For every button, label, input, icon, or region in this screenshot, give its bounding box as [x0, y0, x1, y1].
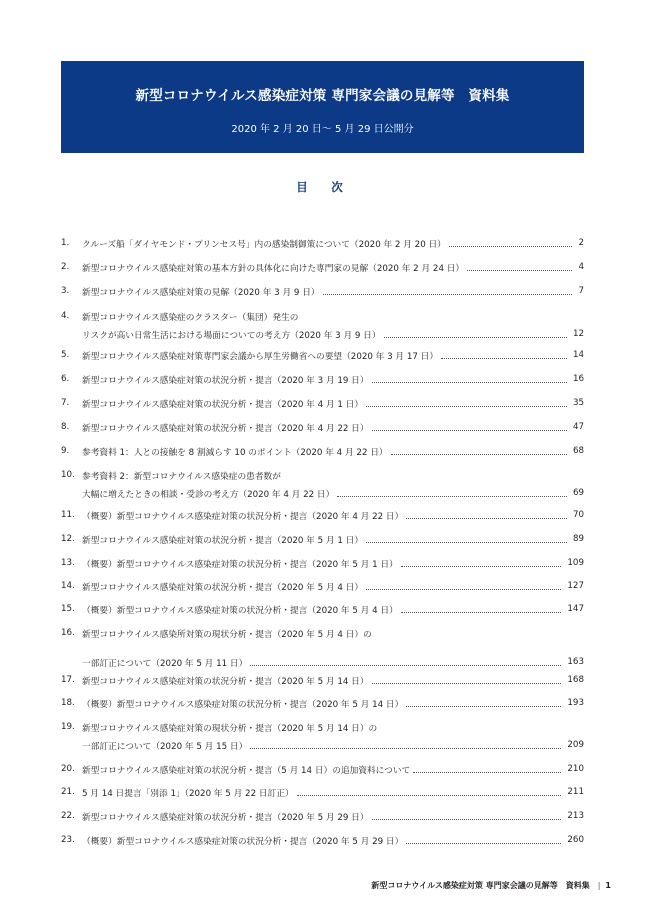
- toc-entry-page: 16: [572, 374, 584, 384]
- toc-entry-line: [61, 534, 584, 548]
- toc-dot-leader: [372, 683, 561, 684]
- toc-entry-page: 109: [567, 558, 584, 568]
- toc-entry-line: [61, 722, 584, 736]
- toc-dot-leader: [250, 665, 561, 666]
- toc-entry-number: 16.: [61, 628, 75, 638]
- toc-entry-number: 12.: [61, 534, 75, 544]
- toc-dot-leader: [391, 454, 567, 455]
- toc-entry-number: 9.: [61, 446, 70, 456]
- toc-entry-number: 14.: [61, 581, 75, 591]
- toc-entry-line: [61, 604, 584, 618]
- toc-entry-title: 参考資料 2：新型コロナウイルス感染症の患者数が: [82, 472, 281, 482]
- toc-entry-number: 8.: [61, 422, 70, 432]
- toc-dot-leader: [406, 518, 567, 519]
- toc-dot-leader: [406, 706, 561, 707]
- toc-entry-number: 18.: [61, 698, 75, 708]
- toc-entry-title: 新型コロナウイルス感染症対策の状況分析・提言（2020 年 4 月 22 日）: [82, 424, 369, 434]
- toc-dot-leader: [366, 542, 567, 543]
- toc-entry-title: （概要）新型コロナウイルス感染症対策の状況分析・提言（2020 年 5 月 29 日）: [82, 837, 404, 847]
- toc-entry-line: [61, 675, 584, 689]
- toc-entry-line: [61, 374, 584, 388]
- toc-entry-page: 209: [567, 740, 584, 750]
- document-title: 新型コロナウイルス感染症対策 専門家会議の見解等 資料集: [135, 88, 510, 104]
- toc-entry-number: 15.: [61, 604, 75, 614]
- toc-entry-page: 68: [572, 446, 584, 456]
- toc-dot-leader: [401, 566, 561, 567]
- toc-entry-number: 19.: [61, 722, 75, 732]
- footer-page-number: 1: [605, 881, 611, 890]
- toc-entry-page: 4: [578, 262, 584, 272]
- toc-entry-number: 20.: [61, 764, 75, 774]
- toc-dot-leader: [366, 406, 567, 407]
- toc-entry-page: 213: [567, 811, 584, 821]
- toc-entry-line: [61, 311, 584, 325]
- toc-entry-line: [61, 286, 584, 300]
- toc-entry-title: 新型コロナウイルス感染症のクラスター（集団）発生の: [82, 313, 299, 323]
- toc-entry-page: 211: [567, 787, 584, 797]
- toc-entry-number: 23.: [61, 835, 75, 845]
- toc-entry-line: [61, 470, 584, 484]
- toc-entry-title: リスクが高い日常生活における場面についての考え方（2020 年 3 月 9 日）: [82, 331, 381, 341]
- toc-entry-line: [61, 581, 584, 595]
- toc-entry-title: 新型コロナウイルス感染症対策の状況分析・提言（2020 年 5 月 29 日）: [82, 813, 369, 823]
- toc-entry-title: 参考資料 1：人との接触を 8 割減らす 10 のポイント（2020 年 4 月 22 日）: [82, 448, 388, 458]
- toc-entry-title: （概要）新型コロナウイルス感染症対策の状況分析・提言（2020 年 5 月 4 日）: [82, 606, 398, 616]
- toc-entry-number: 13.: [61, 558, 75, 568]
- toc-entry-number: 1.: [61, 238, 70, 248]
- footer-separator: |: [597, 881, 601, 890]
- document-subtitle: 2020 年 2 月 20 日～ 5 月 29 日公開分: [231, 124, 414, 135]
- toc-entry-page: 12: [572, 329, 584, 339]
- toc-entry-number: 10.: [61, 470, 75, 480]
- toc-entry-page: 260: [567, 835, 584, 845]
- toc-entry-page: 168: [567, 675, 584, 685]
- toc-entry-line: [61, 811, 584, 825]
- toc-entry-title: 新型コロナウイルス感染症対策専門家会議から厚生労働省への要望（2020 年 3 月 17 日）: [82, 352, 439, 362]
- toc-entry-title: 一部訂正について（2020 年 5 月 11 日）: [82, 659, 248, 669]
- toc-entry-title: 新型コロナウイルス感染所対策の現状分析・提言（2020 年 5 月 4 日）の: [82, 630, 372, 640]
- toc-entry-number: 2.: [61, 262, 70, 272]
- toc-entry-number: 11.: [61, 510, 75, 520]
- toc-entry-number: 3.: [61, 286, 70, 296]
- document-header: [61, 61, 584, 153]
- toc-entry-line: [61, 329, 584, 343]
- toc-entry-line: [61, 262, 584, 276]
- toc-entry-page: 35: [572, 398, 584, 408]
- toc-entry-title: 一部訂正について（2020 年 5 月 15 日）: [82, 742, 248, 752]
- toc-entry-page: 70: [572, 510, 584, 520]
- toc-entry-line: [61, 488, 584, 502]
- toc-entry-title: 新型コロナウイルス感染症対策の状況分析・提言（2020 年 5 月 4 日）: [82, 583, 364, 593]
- toc-dot-leader: [441, 358, 567, 359]
- toc-entry-number: 22.: [61, 811, 75, 821]
- toc-entry-page: 89: [572, 534, 584, 544]
- toc-dot-leader: [372, 430, 567, 431]
- toc-entry-line: [61, 657, 584, 671]
- toc-dot-leader: [401, 612, 561, 613]
- toc-dot-leader: [323, 294, 572, 295]
- toc-entry-title: （概要）新型コロナウイルス感染症対策の状況分析・提言（2020 年 5 月 14 日）: [82, 700, 404, 710]
- toc-dot-leader: [372, 382, 567, 383]
- toc-entry-page: 210: [567, 764, 584, 774]
- toc-entry-line: [61, 835, 584, 849]
- toc-entry-title: 大幅に増えたときの相談・受診の考え方（2020 年 4 月 22 日）: [82, 490, 335, 500]
- toc-entry-title: 新型コロナウイルス感染症対策の状況分析・提言（2020 年 4 月 1 日）: [82, 400, 364, 410]
- toc-entry-title: 5 月 14 日提言「別添 1」（2020 年 5 月 22 日訂正）: [82, 789, 294, 799]
- toc-dot-leader: [413, 772, 561, 773]
- toc-entry-title: 新型コロナウイルス感染症対策の基本方針の具体化に向けた専門家の見解（2020 年 2 月 24 日）: [82, 264, 465, 274]
- toc-entry-number: 17.: [61, 675, 75, 685]
- toc-entry-title: 新型コロナウイルス感染症対策の現状分析・提言（2020 年 5 月 14 日）の: [82, 724, 378, 734]
- toc-entry-number: 21.: [61, 787, 75, 797]
- toc-dot-leader: [337, 496, 567, 497]
- toc-entry-page: 69: [572, 488, 584, 498]
- toc-entry-title: 新型コロナウイルス感染症対策の状況分析・提言（2020 年 3 月 19 日）: [82, 376, 369, 386]
- page-footer: [371, 880, 611, 891]
- toc-entry-title: 新型コロナウイルス感染症対策の状況分析・提言（2020 年 5 月 14 日）: [82, 677, 369, 687]
- toc-heading: 目 次: [296, 180, 349, 194]
- footer-title: 新型コロナウイルス感染症対策 専門家会議の見解等 資料集: [371, 881, 590, 890]
- toc-entry-number: 4.: [61, 311, 70, 321]
- toc-entry-page: 47: [572, 422, 584, 432]
- toc-entry-page: 127: [567, 581, 584, 591]
- toc-entry-line: [61, 698, 584, 712]
- toc-entry-page: 193: [567, 698, 584, 708]
- toc-dot-leader: [467, 270, 572, 271]
- toc-entry-number: 7.: [61, 398, 70, 408]
- toc-entry-number: 6.: [61, 374, 70, 384]
- toc-entry-title: 新型コロナウイルス感染症対策の状況分析・提言（5 月 14 日）の追加資料について: [82, 766, 411, 776]
- toc-dot-leader: [250, 748, 561, 749]
- toc-dot-leader: [297, 795, 561, 796]
- toc-entry-line: [61, 558, 584, 572]
- toc-entry-page: 147: [567, 604, 584, 614]
- toc-entry-line: [61, 398, 584, 412]
- toc-entry-line: [61, 422, 584, 436]
- toc-dot-leader: [366, 589, 561, 590]
- toc-dot-leader: [406, 843, 561, 844]
- toc-entry-line: [61, 238, 584, 252]
- toc-entry-line: [61, 510, 584, 524]
- toc-dot-leader: [449, 246, 572, 247]
- toc-entry-title: 新型コロナウイルス感染症対策の見解（2020 年 3 月 9 日）: [82, 288, 320, 298]
- toc-dot-leader: [384, 337, 567, 338]
- toc-entry-line: [61, 740, 584, 754]
- toc-entry-page: 7: [578, 286, 584, 296]
- toc-entry-line: [61, 787, 584, 801]
- toc-entry-line: [61, 446, 584, 460]
- toc-entry-title: 新型コロナウイルス感染症対策の状況分析・提言（2020 年 5 月 1 日）: [82, 536, 364, 546]
- toc-entry-title: クルーズ船「ダイヤモンド・プリンセス号」内の感染制御策について（2020 年 2 月 20 日）: [82, 240, 446, 250]
- toc-entry-title: （概要）新型コロナウイルス感染症対策の状況分析・提言（2020 年 4 月 22 日）: [82, 512, 404, 522]
- toc-entry-page: 2: [578, 238, 584, 248]
- toc-entry-number: 5.: [61, 350, 70, 360]
- toc-entry-page: 163: [567, 657, 584, 667]
- toc-entry-line: [61, 350, 584, 364]
- toc-entry-title: （概要）新型コロナウイルス感染症対策の状況分析・提言（2020 年 5 月 1 日）: [82, 560, 398, 570]
- toc-entry-line: [61, 628, 584, 642]
- toc-entry-line: [61, 764, 584, 778]
- toc-dot-leader: [372, 819, 561, 820]
- toc-entry-page: 14: [572, 350, 584, 360]
